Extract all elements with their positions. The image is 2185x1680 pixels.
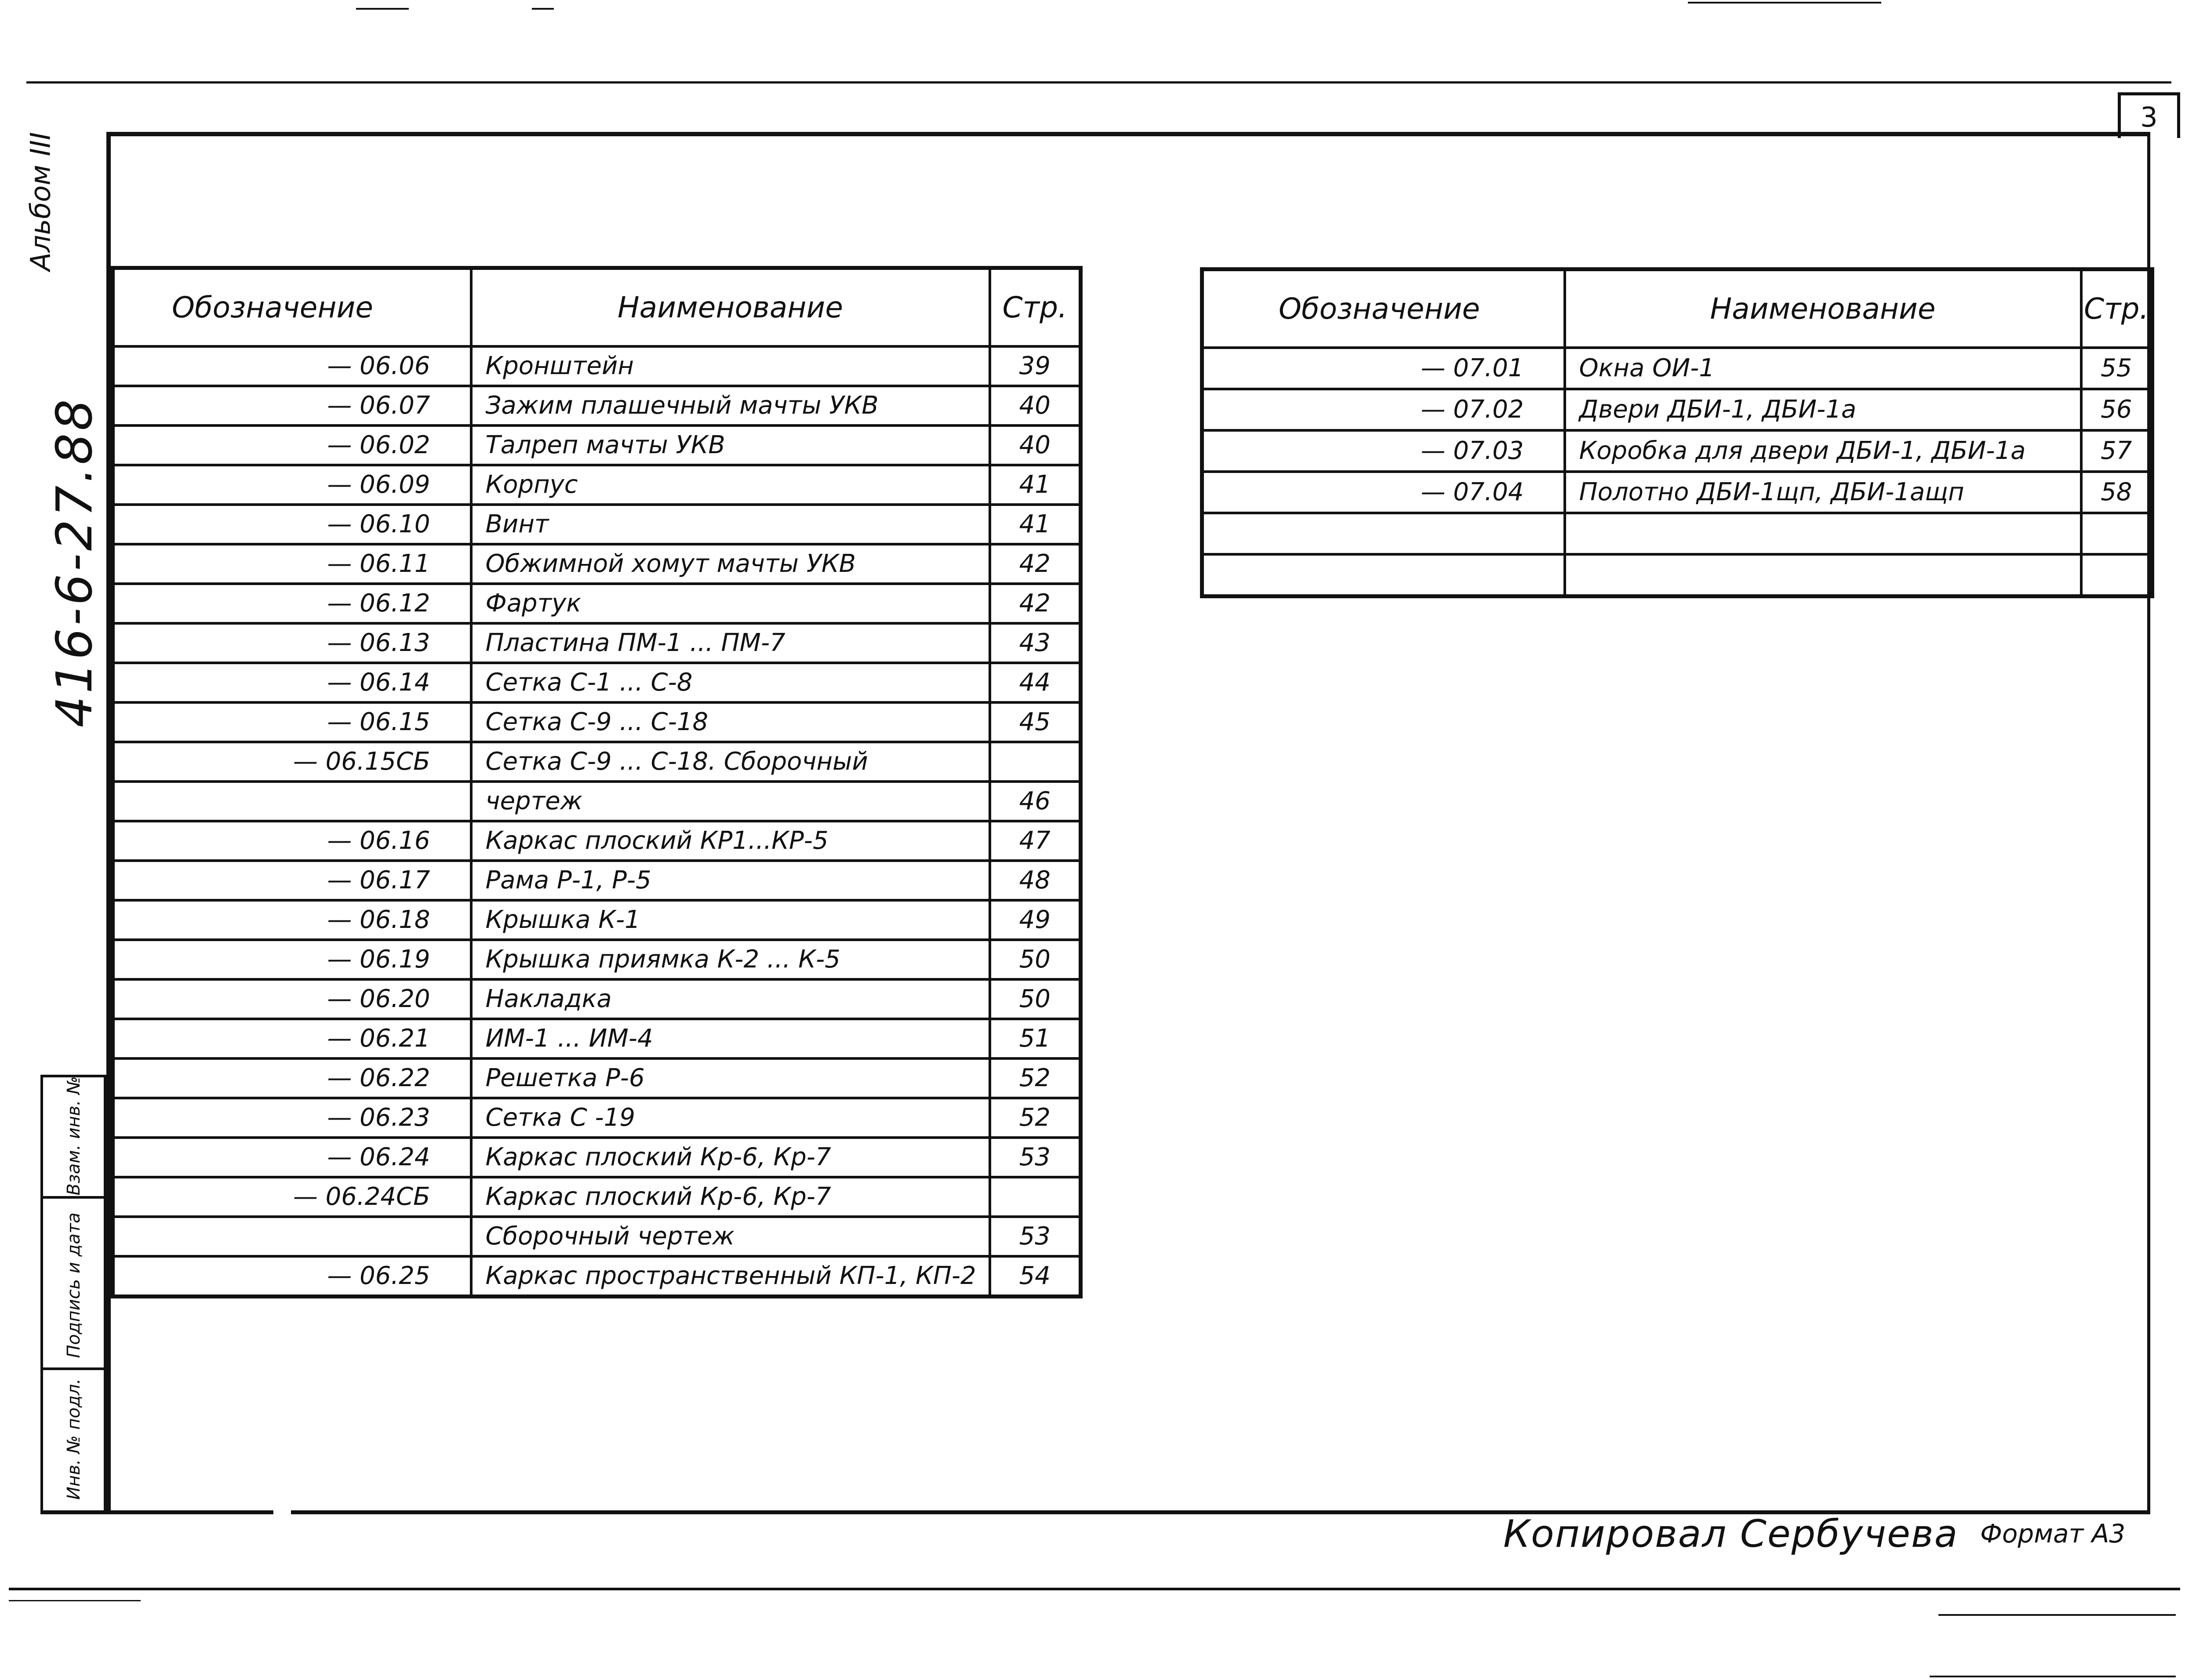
album-label: Альбом III: [24, 132, 57, 271]
row-name: Коробка для двери ДБИ-1, ДБИ-1а: [1565, 430, 2081, 472]
table-row: [113, 544, 1081, 584]
row-page: 50: [990, 940, 1081, 979]
row-name: Рама Р-1, Р-5: [471, 861, 990, 900]
row-name: Полотно ДБИ-1щп, ДБИ-1ащп: [1565, 472, 2081, 513]
row-name: Решетка Р-6: [471, 1058, 990, 1098]
row-code: — 06.13: [113, 623, 471, 663]
stamp-sign-date: Подпись и дата: [64, 1212, 84, 1358]
row-name: Окна ОИ-1: [1565, 348, 2081, 389]
table-row: [113, 1058, 1081, 1098]
bottom-rule-3: [1938, 1614, 2176, 1616]
row-name: Сборочный чертеж: [471, 1217, 990, 1256]
table-row: [113, 900, 1081, 940]
row-name: Крышка приямка К-2 ... К-5: [471, 940, 990, 979]
row-page: 41: [990, 505, 1081, 544]
row-page: 48: [990, 861, 1081, 900]
row-code: — 06.12: [113, 584, 471, 623]
table-row: [113, 663, 1081, 702]
frame-bottom-line-a: [40, 1510, 273, 1514]
row-page: [990, 1177, 1081, 1217]
row-code: — 06.18: [113, 900, 471, 940]
row-code: — 06.11: [113, 544, 471, 584]
column-page: Стр.: [2081, 269, 2152, 348]
row-page: 52: [990, 1058, 1081, 1098]
row-page: 55: [2081, 348, 2152, 389]
row-code: — 06.15: [113, 702, 471, 742]
table-row: [1202, 472, 2152, 513]
top-mark-1: [356, 8, 409, 10]
table-row: [113, 1177, 1081, 1217]
row-code: — 06.20: [113, 979, 471, 1019]
column-designation: Обозначение: [1202, 269, 1565, 348]
row-page: 39: [990, 346, 1081, 386]
sheet-number: 3: [2140, 101, 2158, 133]
row-name: чертеж: [471, 782, 990, 821]
row-name: Зажим плашечный мачты УКВ: [471, 386, 990, 425]
table-row: [113, 425, 1081, 465]
row-code: — 06.22: [113, 1058, 471, 1098]
row-code: — 06.10: [113, 505, 471, 544]
row-code: — 06.06: [113, 346, 471, 386]
row-code: — 06.25: [113, 1256, 471, 1297]
table-row: [113, 465, 1081, 505]
row-page: 40: [990, 386, 1081, 425]
contents-table-right: [1200, 267, 2154, 598]
row-page: 58: [2081, 472, 2152, 513]
table-row: [1202, 389, 2152, 430]
row-code: — 06.24СБ: [113, 1177, 471, 1217]
row-code: — 06.23: [113, 1098, 471, 1138]
row-name: Талреп мачты УКВ: [471, 425, 990, 465]
row-name: Сетка С-9 ... С-18. Сборочный: [471, 742, 990, 782]
bottom-rule-2: [9, 1600, 141, 1601]
row-code: — 07.04: [1202, 472, 1565, 513]
row-page: 46: [990, 782, 1081, 821]
table-row: [113, 1098, 1081, 1138]
row-name: Каркас пространственный КП-1, КП-2: [471, 1256, 990, 1297]
table-row: [113, 623, 1081, 663]
row-code: — 06.07: [113, 386, 471, 425]
column-name: Наименование: [471, 268, 990, 346]
contents-table-left: [111, 266, 1083, 1298]
table-row: [113, 1019, 1081, 1058]
table-header: [1202, 269, 2152, 348]
row-code: — 06.02: [113, 425, 471, 465]
row-page: 53: [990, 1217, 1081, 1256]
row-name: Каркас плоский КР1...КР-5: [471, 821, 990, 861]
row-code: — 07.02: [1202, 389, 1565, 430]
table-row: [113, 940, 1081, 979]
row-page: 43: [990, 623, 1081, 663]
bottom-rule-4: [1930, 1676, 2176, 1677]
column-designation: Обозначение: [113, 268, 471, 346]
row-code: — 07.01: [1202, 348, 1565, 389]
table-row: [1202, 430, 2152, 472]
stamp-inv-original: Инв. № подл.: [64, 1378, 84, 1500]
document-number: 416-6-27.88: [46, 396, 103, 727]
row-page: 42: [990, 544, 1081, 584]
row-code: — 06.14: [113, 663, 471, 702]
row-name: Каркас плоский Кр-6, Кр-7: [471, 1177, 990, 1217]
row-name: ИМ-1 ... ИМ-4: [471, 1019, 990, 1058]
top-mark-3: [1688, 2, 1881, 4]
table-row: [113, 702, 1081, 742]
row-name: [1565, 513, 2081, 554]
row-code: [1202, 554, 1565, 596]
row-code: — 06.09: [113, 465, 471, 505]
row-name: Крышка К-1: [471, 900, 990, 940]
top-rule: [26, 81, 2171, 84]
copied-by: Копировал Сербучева: [1503, 1512, 1959, 1556]
row-page: [2081, 513, 2152, 554]
row-page: 51: [990, 1019, 1081, 1058]
row-code: [113, 1217, 471, 1256]
row-page: 50: [990, 979, 1081, 1019]
row-name: Сетка С-9 ... С-18: [471, 702, 990, 742]
table-row: [113, 346, 1081, 386]
row-page: 41: [990, 465, 1081, 505]
table-row: [113, 742, 1081, 782]
row-name: Каркас плоский Кр-6, Кр-7: [471, 1138, 990, 1177]
table-row: [113, 1217, 1081, 1256]
column-name: Наименование: [1565, 269, 2081, 348]
row-code: [113, 782, 471, 821]
row-name: Двери ДБИ-1, ДБИ-1а: [1565, 389, 2081, 430]
table-header: [113, 268, 1081, 346]
row-name: Фартук: [471, 584, 990, 623]
table-row: [113, 979, 1081, 1019]
stamp-divider-2: [43, 1367, 104, 1370]
row-code: — 06.21: [113, 1019, 471, 1058]
row-page: 44: [990, 663, 1081, 702]
table-row: [113, 1138, 1081, 1177]
row-page: 54: [990, 1256, 1081, 1297]
row-page: 53: [990, 1138, 1081, 1177]
top-mark-2: [532, 8, 554, 10]
table-row: [113, 782, 1081, 821]
table-row: [1202, 513, 2152, 554]
row-code: — 07.03: [1202, 430, 1565, 472]
column-page: Стр.: [990, 268, 1081, 346]
table-row: [113, 386, 1081, 425]
row-name: Корпус: [471, 465, 990, 505]
row-page: 45: [990, 702, 1081, 742]
approval-stamp: [40, 1075, 106, 1514]
row-page: 49: [990, 900, 1081, 940]
row-page: 52: [990, 1098, 1081, 1138]
table-row: [113, 1256, 1081, 1297]
row-page: 42: [990, 584, 1081, 623]
row-page: 57: [2081, 430, 2152, 472]
stamp-replace-inv: Взам. инв. №: [64, 1076, 84, 1196]
row-name: Сетка С -19: [471, 1098, 990, 1138]
row-code: — 06.24: [113, 1138, 471, 1177]
sheet-format: Формат А3: [1980, 1519, 2126, 1549]
row-page: [990, 742, 1081, 782]
row-code: — 06.15СБ: [113, 742, 471, 782]
row-name: Обжимной хомут мачты УКВ: [471, 544, 990, 584]
bottom-rule-1: [9, 1588, 2180, 1590]
row-name: Сетка С-1 ... С-8: [471, 663, 990, 702]
row-page: [2081, 554, 2152, 596]
row-code: — 06.19: [113, 940, 471, 979]
table-row: [113, 861, 1081, 900]
table-row: [113, 584, 1081, 623]
row-name: Кронштейн: [471, 346, 990, 386]
sheet-number-box: [2118, 92, 2180, 138]
table-row: [1202, 348, 2152, 389]
table-row: [1202, 554, 2152, 596]
row-name: Накладка: [471, 979, 990, 1019]
table-row: [113, 505, 1081, 544]
row-page: 40: [990, 425, 1081, 465]
row-name: Винт: [471, 505, 990, 544]
row-code: — 06.17: [113, 861, 471, 900]
row-code: — 06.16: [113, 821, 471, 861]
row-page: 47: [990, 821, 1081, 861]
table-row: [113, 821, 1081, 861]
row-name: [1565, 554, 2081, 596]
row-name: Пластина ПМ-1 ... ПМ-7: [471, 623, 990, 663]
row-page: 56: [2081, 389, 2152, 430]
row-code: [1202, 513, 1565, 554]
